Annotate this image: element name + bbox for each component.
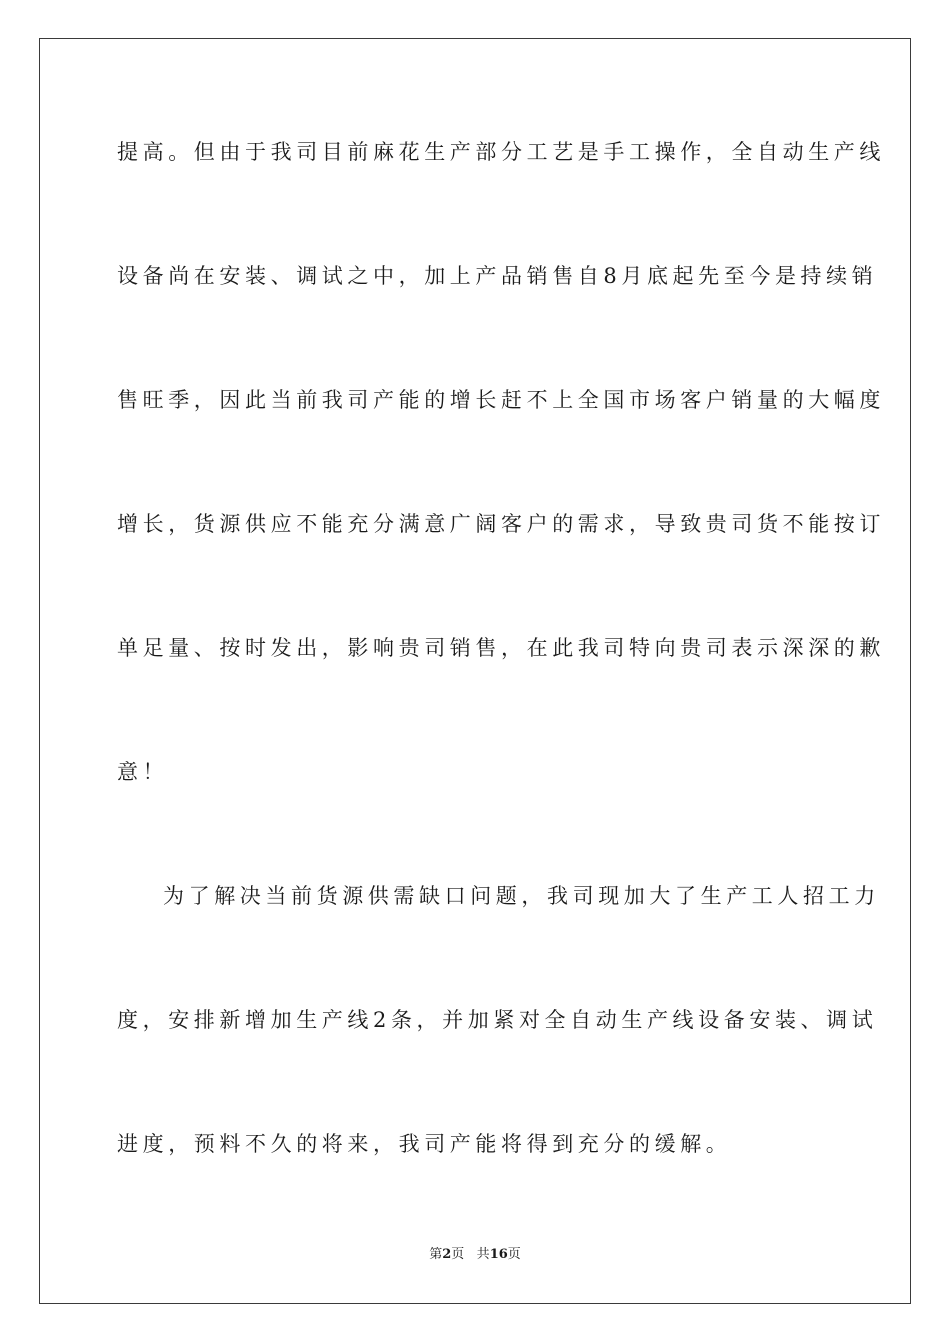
- paragraph-line-3: 售旺季，因此当前我司产能的增长赶不上全国市场客户销量的大幅度: [117, 388, 885, 412]
- paragraph-line-1: 提高。但由于我司目前麻花生产部分工艺是手工操作，全自动生产线: [117, 140, 885, 164]
- footer-page-current: 2: [442, 1247, 452, 1262]
- page-border: [39, 38, 911, 1304]
- footer-page-total: 16: [489, 1247, 508, 1262]
- paragraph-line-2: 设备尚在安装、调试之中，加上产品销售自8月底起先至今是持续销: [117, 264, 878, 288]
- paragraph-line-8: 度，安排新增加生产线2条，并加紧对全自动生产线设备安装、调试: [117, 1008, 878, 1032]
- footer-total-suffix: 页: [507, 1247, 521, 1262]
- footer-page-prefix: 第: [429, 1247, 443, 1262]
- paragraph-line-7: 为了解决当前货源供需缺口问题，我司现加大了生产工人招工力: [163, 884, 880, 908]
- paragraph-line-4: 增长，货源供应不能充分满意广阔客户的需求，导致贵司货不能按订: [117, 512, 885, 536]
- paragraph-line-9: 进度，预料不久的将来，我司产能将得到充分的缓解。: [117, 1132, 732, 1156]
- footer-total-prefix: 共: [476, 1247, 490, 1262]
- page-footer: [0, 1246, 950, 1264]
- paragraph-line-5: 单足量、按时发出，影响贵司销售，在此我司特向贵司表示深深的歉: [117, 636, 885, 660]
- footer-page-suffix: 页: [451, 1247, 465, 1262]
- paragraph-line-6: 意！: [117, 760, 169, 784]
